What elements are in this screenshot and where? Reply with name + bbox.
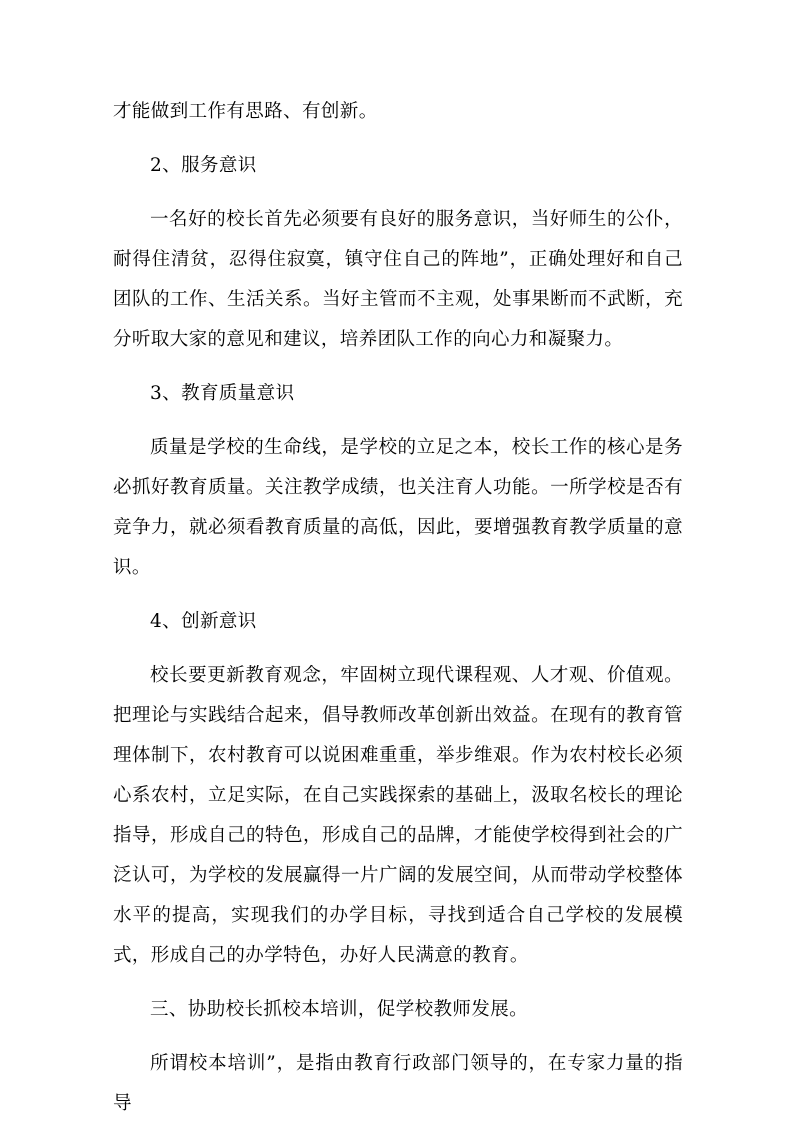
paragraph-school-based-training: 所谓校本培训”，是指由教育行政部门领导的，在专家力量的指导 [113, 1053, 683, 1114]
heading-education-quality-awareness: 3、教育质量意识 [150, 383, 295, 404]
paragraph-innovation-awareness: 校长要更新教育观念，牢固树立现代课程观、人才观、价值观。把理论与实践结合起来，倡导教师改革创新出效益。在现有的教育管理体制下，农村教育可以说困难重重，举步维艰。作为农村校长必须心系农村，立足实际，在自己实践探索的基础上，汲取名校长的理论指导，形成自己的特色，形成自己的品牌，才能使学校得到社会的广泛认可，为学校的发展赢得一片广阔的发展空间，从而带动学校整体水平的提高，实现我们的办学目标，寻找到适合自己学校的发展模式，形成自己的办学特色，办好人民满意的教育。 [113, 665, 683, 966]
document-body [113, 92, 683, 1138]
heading-innovation-awareness: 4、创新意识 [150, 611, 257, 632]
heading-service-awareness: 2、服务意识 [150, 155, 257, 176]
heading-section-three: 三、协助校长抓校本培训，促学校教师发展。 [150, 999, 529, 1020]
paragraph-service-awareness: 一名好的校长首先必须要有良好的服务意识，当好师生的公仆，耐得住清贫，忍得住寂寞，镇守住自己的阵地”，正确处理好和自己团队的工作、生活关系。当好主管而不主观，处事果断而不武断，充分听取大家的意见和建议，培养团队工作的向心力和凝聚力。 [113, 209, 683, 350]
paragraph-education-quality-awareness: 质量是学校的生命线，是学校的立足之本，校长工作的核心是务必抓好教育质量。关注教学成绩，也关注育人功能。一所学校是否有竞争力，就必须看教育质量的高低，因此，要增强教育教学质量的意识。 [113, 437, 683, 578]
paragraph-continuation: 才能做到工作有思路、有创新。 [113, 101, 378, 122]
